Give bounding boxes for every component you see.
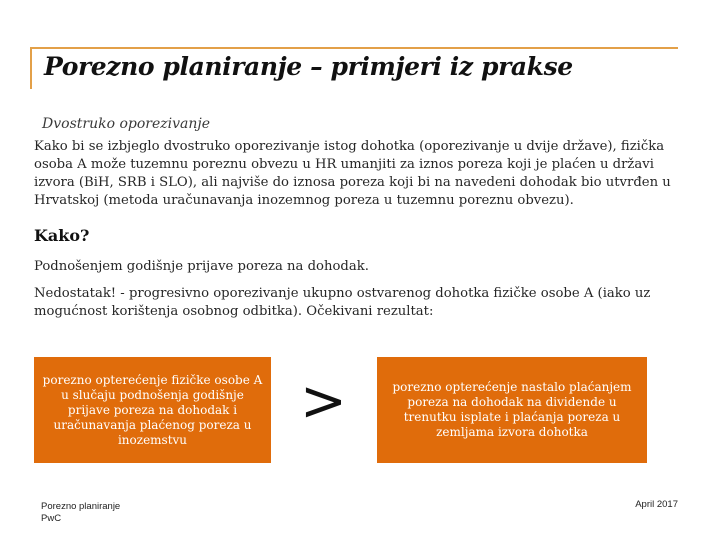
slide-title: Porezno planiranje – primjeri iz prakse [44,52,573,81]
title-frame-top-line [30,47,678,49]
tax-burden-dividend-text: porezno opterećenje nastalo plaćanjem poreza na dohodak na dividende u trenutku isplate i plaćanja poreza u zemljama izvora dohotka [392,380,632,439]
footer-date: April 2017 [635,499,678,510]
tax-burden-annual-return-text: porezno opterećenje fizičke osobe A u slučaju podnošenja godišnje prijave poreza na dohodak i uračunavanja plaćenog poreza u inozemstvu [42,372,263,447]
method-paragraph: Podnošenjem godišnje prijave poreza na dohodak. [34,259,369,274]
slide-subtitle: Dvostruko oporezivanje [42,116,210,132]
intro-paragraph: Kako bi se izbjeglo dvostruko oporezivanje istog dohotka (oporezivanje u dvije države), fizička osoba A može tuzemnu poreznu obvezu u HR umanjiti za iznos poreza koji je plaćen u državi izvora (BiH, SRB i SLO), ali najviše do iznosa poreza koji bi na navedeni dohodak bio utvrđen u Hrvatskoj (metoda uračunavanja inozemnog poreza u tuzemnu poreznu obvezu). [34,139,671,208]
section-heading: Kako? [34,226,90,245]
title-frame-left-line [30,47,32,89]
tax-burden-annual-return-box [34,357,271,463]
greater-than-symbol: > [300,369,347,434]
tax-burden-dividend-box [377,357,647,463]
footer-line-topic: Porezno planiranje [41,501,121,512]
drawback-paragraph: Nedostatak! - progresivno oporezivanje ukupno ostvarenog dohotka fizičke osobe A (iako uz mogućnost korištenja osobnog odbitka). Očekivani rezultat: [34,286,651,319]
footer-source [41,501,120,525]
footer-line-company: PwC [41,513,62,524]
